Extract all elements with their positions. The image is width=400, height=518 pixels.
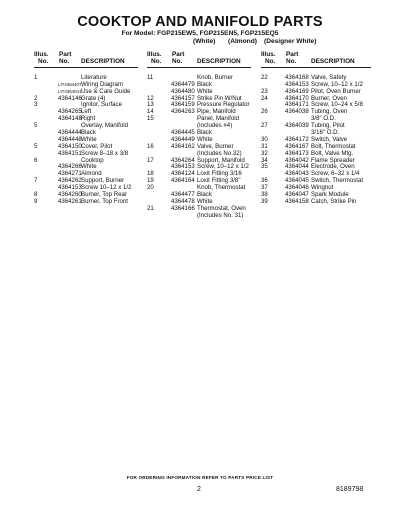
part-number: 4364480 [171, 87, 195, 95]
illus-number: 5 [34, 122, 38, 130]
description: Bolt, Thermostat [311, 142, 356, 150]
description: Valve, Burner [197, 142, 234, 150]
part-number: 4364168 [285, 73, 309, 81]
header-part: Part [286, 51, 299, 58]
part-number: 4364153 [171, 163, 195, 171]
description: Bolt, Valve Mtg. [311, 149, 354, 157]
description: Screw, 10–12 x 1/2 [311, 80, 363, 88]
illus-number: 21 [147, 204, 154, 212]
illus-number: 14 [147, 108, 154, 116]
illus-number: 39 [261, 197, 268, 205]
illus-number: 16 [147, 142, 154, 150]
description: Knob, Burner [197, 73, 233, 81]
illus-number: 15 [147, 115, 154, 123]
part-number: 4364157 [171, 94, 195, 102]
part-number: 4364047 [285, 191, 309, 199]
description: Wingnut [311, 184, 334, 192]
description: Pipe, Manifold [197, 108, 236, 116]
parts-row [261, 199, 371, 206]
description: Pilot, Oven Burner [311, 87, 361, 95]
header-illus-no: No. [38, 58, 49, 65]
description: Switch, Thermostat [311, 177, 364, 185]
part-number: 4364151 [58, 149, 82, 157]
part-number: 4364148 [58, 115, 82, 123]
description: (Includes #4) [197, 122, 233, 130]
parts-list [261, 68, 371, 206]
description: Cooktop [81, 156, 104, 164]
part-number: 4364150 [58, 142, 82, 150]
description: Black [197, 80, 212, 88]
part-number: LIT4364407 [58, 81, 82, 87]
description: White [197, 135, 213, 143]
header-description: DESCRIPTION [81, 58, 125, 65]
illus-number: 18 [147, 170, 154, 178]
description: Strike Pin W/Nut [197, 94, 242, 102]
illus-number: 38 [261, 191, 268, 199]
part-number: 4364263 [171, 108, 195, 116]
description: Almond [81, 170, 102, 178]
header-illus: Illus. [261, 51, 276, 58]
ordering-note: FOR ORDERING INFORMATION REFER TO PARTS PRICE LIST [126, 475, 274, 480]
description: White [81, 163, 97, 171]
variant-almond: (Almond) [228, 38, 257, 45]
illus-number: 9 [34, 197, 38, 205]
description: Ignitor, Surface [81, 101, 122, 109]
part-number: 4364042 [285, 156, 309, 164]
part-number: 4364260 [58, 191, 82, 199]
description: Catch, Strike Pin [311, 197, 357, 205]
description: Loxit Fitting 3/8" [197, 177, 241, 185]
illus-number: 11 [147, 73, 154, 81]
illus-number: 37 [261, 184, 268, 192]
part-number: 4364262 [58, 177, 82, 185]
description: Screw, 6–32 x 1/4 [311, 170, 360, 178]
description: Grate (4) [81, 94, 106, 102]
part-number: 4364158 [285, 197, 309, 205]
header-illus-no: No. [265, 58, 276, 65]
parts-column-2 [147, 52, 251, 220]
parts-list [147, 68, 251, 220]
part-number: 4364264 [171, 156, 195, 164]
header-description: DESCRIPTION [311, 58, 355, 65]
description: Burner, Top Front [81, 197, 128, 205]
header-illus: Illus. [147, 51, 162, 58]
description: Black [197, 129, 212, 137]
illus-number: 7 [34, 177, 38, 185]
description: Loxit Fitting 3/16 [197, 170, 242, 178]
parts-column-3 [261, 52, 371, 206]
page-title: COOKTOP AND MANIFOLD PARTS [77, 14, 323, 30]
description: Thermostat, Oven [197, 204, 246, 212]
description: Support, Manifold [197, 156, 245, 164]
description: Screw, 10–24 x 5/8 [311, 101, 363, 109]
description: Valve, Safety [311, 73, 347, 81]
description: Literature [81, 73, 107, 81]
description: Screw, 10–12 x 1/2 [197, 163, 249, 171]
description: Tubing, Oven [311, 108, 348, 116]
description: Black [81, 129, 96, 137]
column-header [34, 52, 138, 68]
part-number: 4364146 [58, 94, 82, 102]
description: Electrode, Oven [311, 163, 355, 171]
parts-row [147, 213, 251, 220]
variant-white: (White) [193, 38, 216, 45]
part-number: 4364479 [171, 80, 195, 88]
description: Switch, Valve [311, 135, 348, 143]
description: Overlay, Manifold [81, 122, 128, 130]
illus-number: 2 [34, 94, 38, 102]
document-number: 8189798 [336, 486, 364, 493]
description: (Includes No.32) [197, 149, 242, 157]
part-number: 4364271 [58, 170, 82, 178]
illus-number: 6 [34, 156, 38, 164]
header-part-no: No. [172, 58, 183, 65]
part-number: 4364172 [285, 135, 309, 143]
part-number: 4364045 [285, 177, 309, 185]
model-line: For Model: FGP215EW5, FGP215EN5, FGP215EQ5 [121, 30, 279, 37]
description: White [81, 135, 97, 143]
header-part-no: No. [286, 58, 297, 65]
illus-number: 26 [261, 108, 268, 116]
part-number: 4364164 [171, 177, 195, 185]
part-number: 4364124 [171, 170, 195, 178]
part-number: 4364153 [58, 184, 82, 192]
description: Right [81, 115, 96, 123]
illus-number: 5 [34, 142, 38, 150]
part-number: 4364477 [171, 191, 195, 199]
illus-number: 3 [34, 101, 38, 109]
illus-number: 30 [261, 135, 268, 143]
column-header [147, 52, 251, 68]
illus-number: 8 [34, 191, 38, 199]
illus-number: 23 [261, 87, 268, 95]
parts-list [34, 68, 138, 206]
part-number: 4364166 [171, 204, 195, 212]
parts-row [34, 199, 138, 206]
description: Panel, Manifold [197, 115, 240, 123]
part-number: 4364046 [285, 184, 309, 192]
illus-number: 13 [147, 101, 154, 109]
part-number: 4364159 [171, 101, 195, 109]
description: Cover, Pilot [81, 142, 113, 150]
header-part: Part [59, 51, 72, 58]
part-number: 4364173 [285, 149, 309, 157]
illus-number: 36 [261, 177, 268, 185]
part-number: 4364043 [285, 170, 309, 178]
part-number: 4364170 [285, 94, 309, 102]
description: Left [81, 108, 92, 116]
illus-number: 34 [261, 156, 268, 164]
part-number: 4364038 [285, 108, 309, 116]
variant-designer-white: (Designer White) [264, 38, 317, 45]
part-number: 4364153 [285, 80, 309, 88]
header-part: Part [172, 51, 185, 58]
illus-number: 27 [261, 122, 268, 130]
part-number: 4364266 [58, 163, 82, 171]
description: Black [197, 191, 212, 199]
description: Wiring Diagram [81, 80, 123, 88]
part-number: 4364039 [285, 122, 309, 130]
part-number: 4364448 [58, 135, 82, 143]
page-number: 2 [197, 486, 201, 493]
part-number: 4364265 [58, 108, 82, 116]
description: Flame Spreader [311, 156, 355, 164]
description: White [197, 87, 213, 95]
description: Support, Burner [81, 177, 125, 185]
header-illus-no: No. [151, 58, 162, 65]
parts-column-1 [34, 52, 138, 206]
description: Burner, Top Rear [81, 191, 127, 199]
illus-number: 17 [147, 156, 154, 164]
description: Knob, Thermostat [197, 184, 246, 192]
illus-number: 32 [261, 149, 268, 157]
part-number: 4364044 [285, 163, 309, 171]
part-number: 4364261 [58, 197, 82, 205]
part-number: 4364445 [171, 129, 195, 137]
description: (Includes No. 31) [197, 211, 244, 219]
header-part-no: No. [59, 58, 70, 65]
illus-number: 22 [261, 73, 268, 81]
part-number: 4364162 [171, 142, 195, 150]
description: 3/16" O.D. [311, 129, 340, 137]
part-number: 4364167 [285, 142, 309, 150]
column-header [261, 52, 371, 68]
illus-number: 31 [261, 142, 268, 150]
description: Use & Care Guide [81, 87, 131, 95]
description: Screw 10–12 x 1/2 [81, 184, 132, 192]
description: Screw 8–18 x 3/8 [81, 149, 129, 157]
description: Spark Module [311, 191, 349, 199]
part-number: 4364478 [171, 197, 195, 205]
illus-number: 35 [261, 163, 268, 171]
illus-number: 20 [147, 184, 154, 192]
description: Pressure Regulator [197, 101, 250, 109]
illus-number: 24 [261, 94, 268, 102]
description: 3/8" O.D. [311, 115, 336, 123]
header-description: DESCRIPTION [197, 58, 241, 65]
description: Tubing, Pilot [311, 122, 345, 130]
description: White [197, 197, 213, 205]
part-number: 4364169 [285, 87, 309, 95]
illus-number: 1 [34, 73, 38, 81]
part-number: 4364444 [58, 129, 82, 137]
header-illus: Illus. [34, 51, 49, 58]
illus-number: 19 [147, 177, 154, 185]
description: Burner, Oven [311, 94, 347, 102]
illus-number: 12 [147, 94, 154, 102]
part-number: 4364449 [171, 135, 195, 143]
part-number: 4364171 [285, 101, 309, 109]
part-number: LIT4364041 [58, 88, 82, 94]
